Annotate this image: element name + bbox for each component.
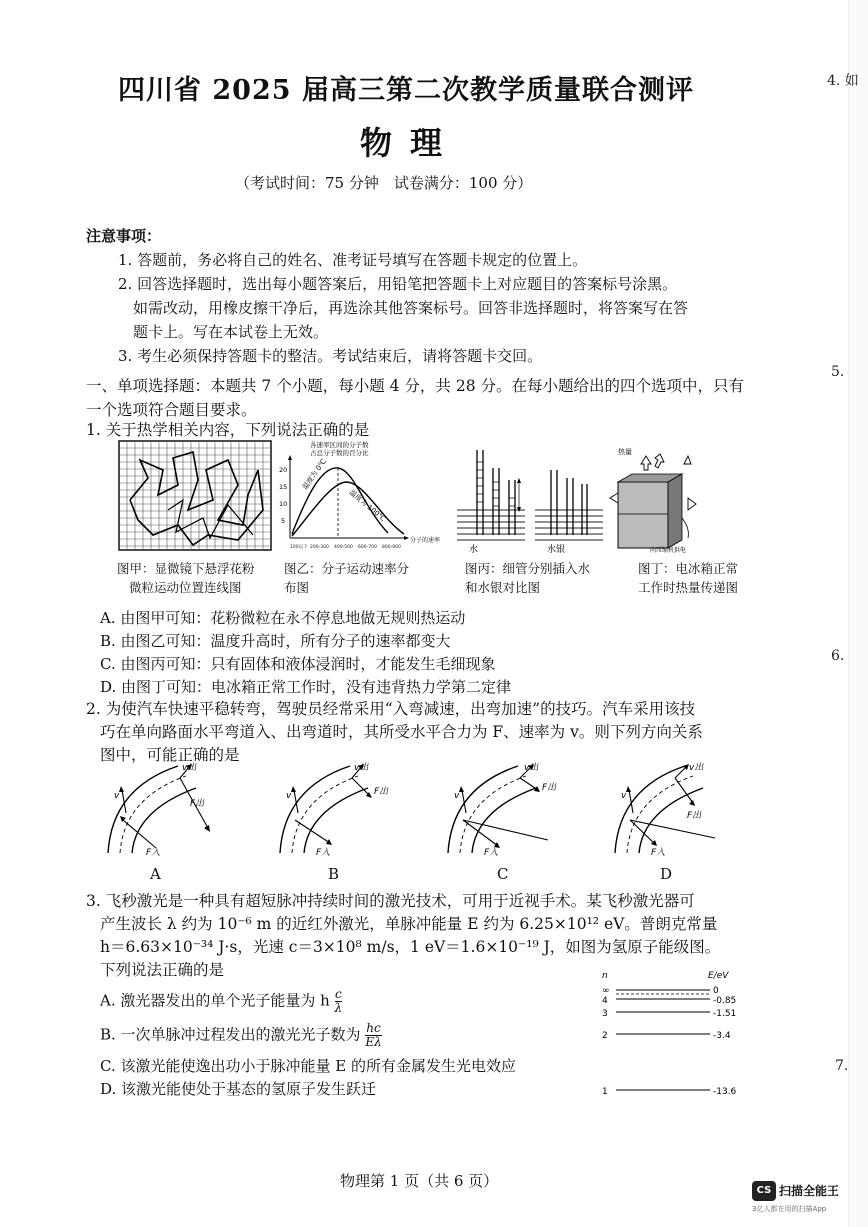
- edge-text: 7.: [835, 1058, 849, 1074]
- scanner-tagline: 3亿人都在用的扫描App: [752, 1205, 827, 1213]
- energy-level-diagram: [598, 968, 758, 1104]
- q3-stem-line: 3. 飞秒激光是一种具有超短脉冲持续时间的激光技术，可用于近视手术。某飞秒激光器可: [86, 892, 695, 910]
- level-n: ∞: [602, 986, 610, 996]
- q3-stem-line: 产生波长 λ 约为 10⁻⁶ m 的近红外激光，单脉冲能量 E 约为 6.25×10¹² eV。普朗克常量: [100, 915, 718, 933]
- level-e: -3.4: [713, 1031, 731, 1041]
- q3-stem-line: h＝6.63×10⁻³⁴ J·s，光速 c＝3×10⁸ m/s，1 eV＝1.6×10⁻¹⁹ J，如图为氢原子能级图。: [100, 938, 721, 956]
- diagram-label-a: A: [150, 865, 161, 883]
- v-out-label: v出: [354, 763, 369, 773]
- q2-stem-line: 巧在单向路面水平弯道入、出弯道时，其所受水平合力为 F、速率为 v。则下列方向关系: [100, 723, 703, 741]
- v-out-label: v出: [524, 763, 539, 773]
- exam-time-info: （考试时间：75 分钟 试卷满分：100 分）: [235, 174, 533, 192]
- subject-title: 物理: [360, 124, 461, 162]
- note-item: 3. 考生必须保持答题卡的整洁。考试结束后，请将答题卡交回。: [118, 347, 543, 365]
- note-item: 1. 答题前，务必将自己的姓名、准考证号填写在答题卡规定的位置上。: [118, 251, 588, 269]
- option-text: B. 一次单脉冲过程发出的激光光子数为: [100, 1025, 361, 1044]
- option-text: A. 激光器发出的单个光子能量为 h: [100, 991, 330, 1010]
- fig-yi-note: 占总分子数的百分比: [310, 449, 369, 457]
- edge-text: 5.: [831, 364, 845, 380]
- page-footer: 物理第 1 页（共 6 页）: [340, 1172, 499, 1190]
- mercury-label: 水银: [547, 545, 566, 555]
- caption-line: 工作时热量传递图: [638, 580, 739, 595]
- q1-option-d: D. 由图丁可知：电冰箱正常工作时，没有违背热力学第二定律: [100, 678, 512, 696]
- f-out-label: F出: [687, 811, 702, 821]
- q1-stem: 1. 关于热学相关内容，下列说法正确的是: [86, 421, 370, 439]
- section-line: 一、单项选择题：本题共 7 个小题，每小题 4 分，共 28 分。在每小题给出的四个选项中，只有: [86, 377, 745, 395]
- brownian-grid-figure: [118, 440, 273, 552]
- diagram-label-c: C: [497, 865, 509, 883]
- curve-label: 温度为 0℃: [301, 457, 329, 492]
- diagram-label-d: D: [660, 865, 673, 883]
- level-n: 1: [602, 1087, 608, 1097]
- notes-heading: 注意事项：: [86, 227, 162, 245]
- next-page-edge: [827, 0, 868, 1227]
- note-item: 题卡上。写在本试卷上无效。: [133, 323, 329, 341]
- y-tick: 5: [281, 517, 286, 525]
- curve-100c: [292, 482, 404, 536]
- q1-option-a: A. 由图甲可知：花粉微粒在永不停息地做无规则热运动: [100, 609, 466, 627]
- fraction-denominator: λ: [334, 1001, 343, 1015]
- level-n: 3: [602, 1009, 608, 1019]
- v-out-label: v出: [689, 763, 704, 773]
- level-e: -13.6: [713, 1087, 737, 1097]
- exam-title: 四川省 2025 届高三第二次教学质量联合测评: [118, 75, 694, 106]
- level-e: -0.85: [713, 996, 737, 1006]
- note-item: 2. 回答选择题时，选出每小题答案后，用铅笔把答题卡上对应题目的答案标号涂黑。: [118, 275, 678, 293]
- q3-option-b: [100, 1022, 382, 1049]
- fraction-numerator: hc: [366, 1021, 381, 1035]
- level-n: 4: [602, 996, 608, 1006]
- fraction: [335, 988, 343, 1015]
- caption-line: 图丙：细管分别插入水: [465, 561, 591, 576]
- caption-line: 图丁：电冰箱正常: [638, 561, 739, 576]
- speed-distribution-figure: [276, 438, 446, 554]
- level-e: -1.51: [713, 1009, 737, 1019]
- curve-diagram-a: [98, 758, 238, 858]
- section-line: 一个选项符合题目要求。: [86, 401, 257, 419]
- q2-stem-line: 2. 为使汽车快速平稳转弯，驾驶员经常采用“入弯减速，出弯加速”的技巧。汽车采用该技: [86, 700, 696, 718]
- caption-line: 图甲：显微镜下悬浮花粉: [117, 561, 255, 576]
- fig-ding-caption: [638, 559, 748, 597]
- svg-text:200-300: 200-300: [310, 545, 329, 550]
- q3-option-d: D. 该激光能使处于基态的氢原子发生跃迁: [100, 1080, 377, 1098]
- curve-diagram-d: [605, 758, 745, 858]
- q3-option-a: [100, 988, 342, 1015]
- y-tick: 15: [279, 483, 288, 491]
- y-tick: 10: [279, 500, 288, 508]
- f-out-label: F出: [190, 799, 205, 809]
- x-axis-label: 分子的速率: [410, 537, 441, 544]
- edge-text: 4. 如: [827, 73, 859, 89]
- fig-yi-caption: [284, 559, 454, 597]
- fig-jia-caption: [117, 559, 287, 597]
- note-item: 如需改动，用橡皮擦干净后，再选涂其他答案标号。回答非选择题时，将答案写在答: [133, 299, 689, 317]
- refrigerator-figure: [608, 438, 738, 554]
- level-n: 2: [602, 1031, 608, 1041]
- q1-option-c: C. 由图丙可知：只有固体和液体浸润时，才能发生毛细现象: [100, 655, 496, 673]
- fraction-denominator: Eλ: [365, 1035, 382, 1049]
- fig-bing-caption: [465, 559, 635, 597]
- svg-text:600-700: 600-700: [358, 545, 377, 550]
- fig-yi-note: 各速率区间的分子数: [310, 441, 369, 449]
- caption-line: 布图: [284, 580, 310, 595]
- section-heading: [86, 374, 766, 422]
- curve-label: 温度为 100℃: [347, 488, 387, 524]
- svg-text:100以下: 100以下: [290, 545, 308, 550]
- water-label: 水: [469, 545, 479, 555]
- f-in-label: F入: [316, 848, 331, 858]
- f-in-label: F入: [651, 848, 666, 858]
- y-tick: 20: [279, 466, 288, 474]
- n-label: n: [602, 971, 608, 981]
- scanner-logo: CS: [752, 1181, 776, 1201]
- heat-label: 热量: [618, 448, 632, 456]
- capillary-figure: [455, 440, 605, 555]
- caption-line: 微粒运动位置连线图: [129, 580, 242, 595]
- fraction: [365, 1022, 381, 1049]
- edge-text: 6.: [831, 648, 845, 664]
- f-in-label: F入: [484, 848, 499, 858]
- q2-stem-line: 图中，可能正确的是: [100, 746, 240, 764]
- v-out-label: v出: [182, 763, 197, 773]
- curve-diagram-b: [270, 758, 410, 858]
- power-label: 向压缩机供电: [650, 547, 687, 554]
- scanner-name: 扫描全能王: [779, 1184, 840, 1198]
- diagram-label-b: B: [328, 865, 340, 883]
- f-out-label: F出: [542, 783, 557, 793]
- caption-line: 和水银对比图: [465, 580, 541, 595]
- fraction-numerator: c: [335, 987, 342, 1001]
- e-label: E/eV: [708, 971, 729, 981]
- f-out-label: F出: [374, 787, 389, 797]
- svg-text:400-500: 400-500: [334, 545, 353, 550]
- svg-text:800-900: 800-900: [382, 545, 401, 550]
- v-label: v: [114, 791, 120, 801]
- caption-line: 图乙：分子运动速率分: [284, 561, 410, 576]
- q3-option-c: C. 该激光能使逸出功小于脉冲能量 E 的所有金属发生光电效应: [100, 1057, 516, 1075]
- scanner-watermark: [752, 1180, 840, 1213]
- level-e: 0: [713, 986, 719, 996]
- v-label: v: [286, 791, 292, 801]
- curve-diagram-c: [438, 758, 578, 858]
- q1-option-b: B. 由图乙可知：温度升高时，所有分子的速率都变大: [100, 632, 451, 650]
- v-label: v: [621, 791, 627, 801]
- f-in-label: F入: [146, 848, 161, 858]
- q3-stem-line: 下列说法正确的是: [100, 961, 225, 979]
- v-label: v: [454, 791, 460, 801]
